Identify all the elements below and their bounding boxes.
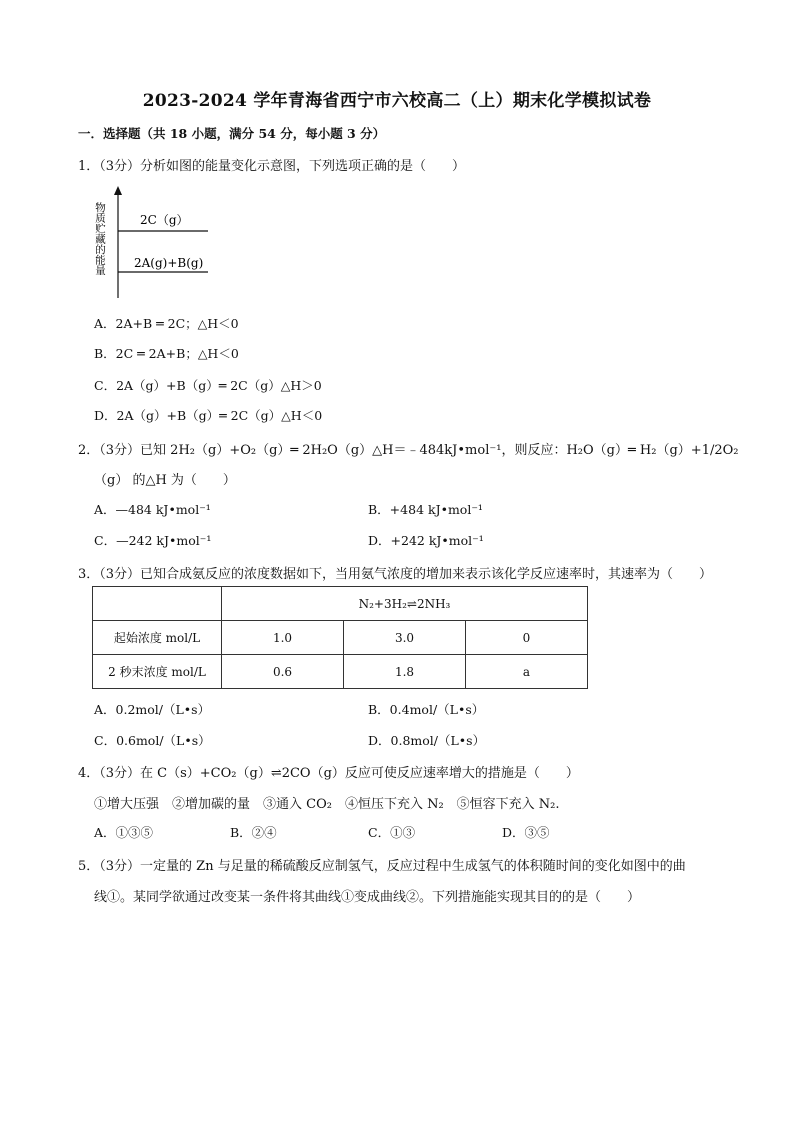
table-row-label: 起始浓度 mol/L <box>93 621 222 655</box>
q2-option-a: A．—484 kJ•mol⁻¹ <box>94 502 211 517</box>
table-row <box>93 621 588 655</box>
q2-option-d: D．+242 kJ•mol⁻¹ <box>368 533 484 548</box>
q4-option-a: A．①③⑤ <box>94 825 154 840</box>
q1-option-b: B．2C ═ 2A+B；△H＜0 <box>94 346 239 361</box>
question-2-stem-line1: 2．（3分）已知 2H₂（g）+O₂（g）═ 2H₂O（g）△H＝﹣484kJ•mol⁻¹，则反应：H₂O（g）═ H₂（g）+1/2O₂ <box>78 443 739 458</box>
q4-option-c: C．①③ <box>368 825 416 840</box>
q3-option-a: A．0.2mol/（L•s） <box>94 702 211 717</box>
q4-option-b: B．②④ <box>230 825 277 840</box>
table-cell: 1.0 <box>222 621 344 655</box>
q1-option-c: C．2A（g）+B（g）═ 2C（g）△H＞0 <box>94 378 322 393</box>
question-3-stem: 3．（3分）已知合成氨反应的浓度数据如下，当用氨气浓度的增加来表示该化学反应速率时，其速率为（ ） <box>78 567 713 582</box>
question-1-stem: 1．（3分）分析如图的能量变化示意图，下列选项正确的是（ ） <box>78 159 466 174</box>
question-5-stem-line1: 5．（3分）一定量的 Zn 与足量的稀硫酸反应制氢气，反应过程中生成氢气的体积随时间的变化如图中的曲 <box>78 859 686 874</box>
table-cell: 1.8 <box>344 655 466 689</box>
q2-option-b: B．+484 kJ•mol⁻¹ <box>368 502 483 517</box>
energy-axis-label: 物质贮藏的能量 <box>94 202 106 276</box>
q3-option-b: B．0.4mol/（L•s） <box>368 702 485 717</box>
energy-lower-label: 2A(g)+B(g) <box>134 256 204 270</box>
axis-arrow-icon <box>114 186 122 195</box>
table-cell: 3.0 <box>344 621 466 655</box>
table-reaction-header: N₂+3H₂⇌2NH₃ <box>222 587 588 621</box>
q3-option-d: D．0.8mol/（L•s） <box>368 733 486 748</box>
question-5-stem-line2: 线①。某同学欲通过改变某一条件将其曲线①变成曲线②。下列措施能实现其目的的是（ ） <box>94 890 641 905</box>
table-cell: 0.6 <box>222 655 344 689</box>
page-title: 2023-2024 学年青海省西宁市六校高二（上）期末化学模拟试卷 <box>142 91 652 111</box>
table-cell: a <box>466 655 588 689</box>
q3-option-c: C．0.6mol/（L•s） <box>94 733 211 748</box>
energy-diagram <box>88 186 228 302</box>
question-2-stem-line2: （g） 的△H 为（ ） <box>94 473 236 488</box>
table-row-label: 2 秒末浓度 mol/L <box>93 655 222 689</box>
q4-option-d: D．③⑤ <box>502 825 550 840</box>
q1-option-a: A．2A+B ═ 2C；△H＜0 <box>94 316 239 331</box>
question-4-measures: ①增大压强 ②增加碳的量 ③通入 CO₂ ④恒压下充入 N₂ ⑤恒容下充入 N₂. <box>94 797 560 812</box>
q1-option-d: D．2A（g）+B（g）═ 2C（g）△H＜0 <box>94 408 323 423</box>
concentration-table <box>92 586 588 689</box>
q2-option-c: C．—242 kJ•mol⁻¹ <box>94 533 212 548</box>
energy-upper-label: 2C（g） <box>140 213 189 227</box>
table-header-empty <box>93 587 222 621</box>
table-row <box>93 655 588 689</box>
question-4-stem: 4．（3分）在 C（s）+CO₂（g）⇌2CO（g）反应可使反应速率增大的措施是（ ） <box>78 766 579 781</box>
table-row <box>93 587 588 621</box>
section-heading: 一．选择题（共 18 小题，满分 54 分，每小题 3 分） <box>78 126 386 141</box>
table-cell: 0 <box>466 621 588 655</box>
